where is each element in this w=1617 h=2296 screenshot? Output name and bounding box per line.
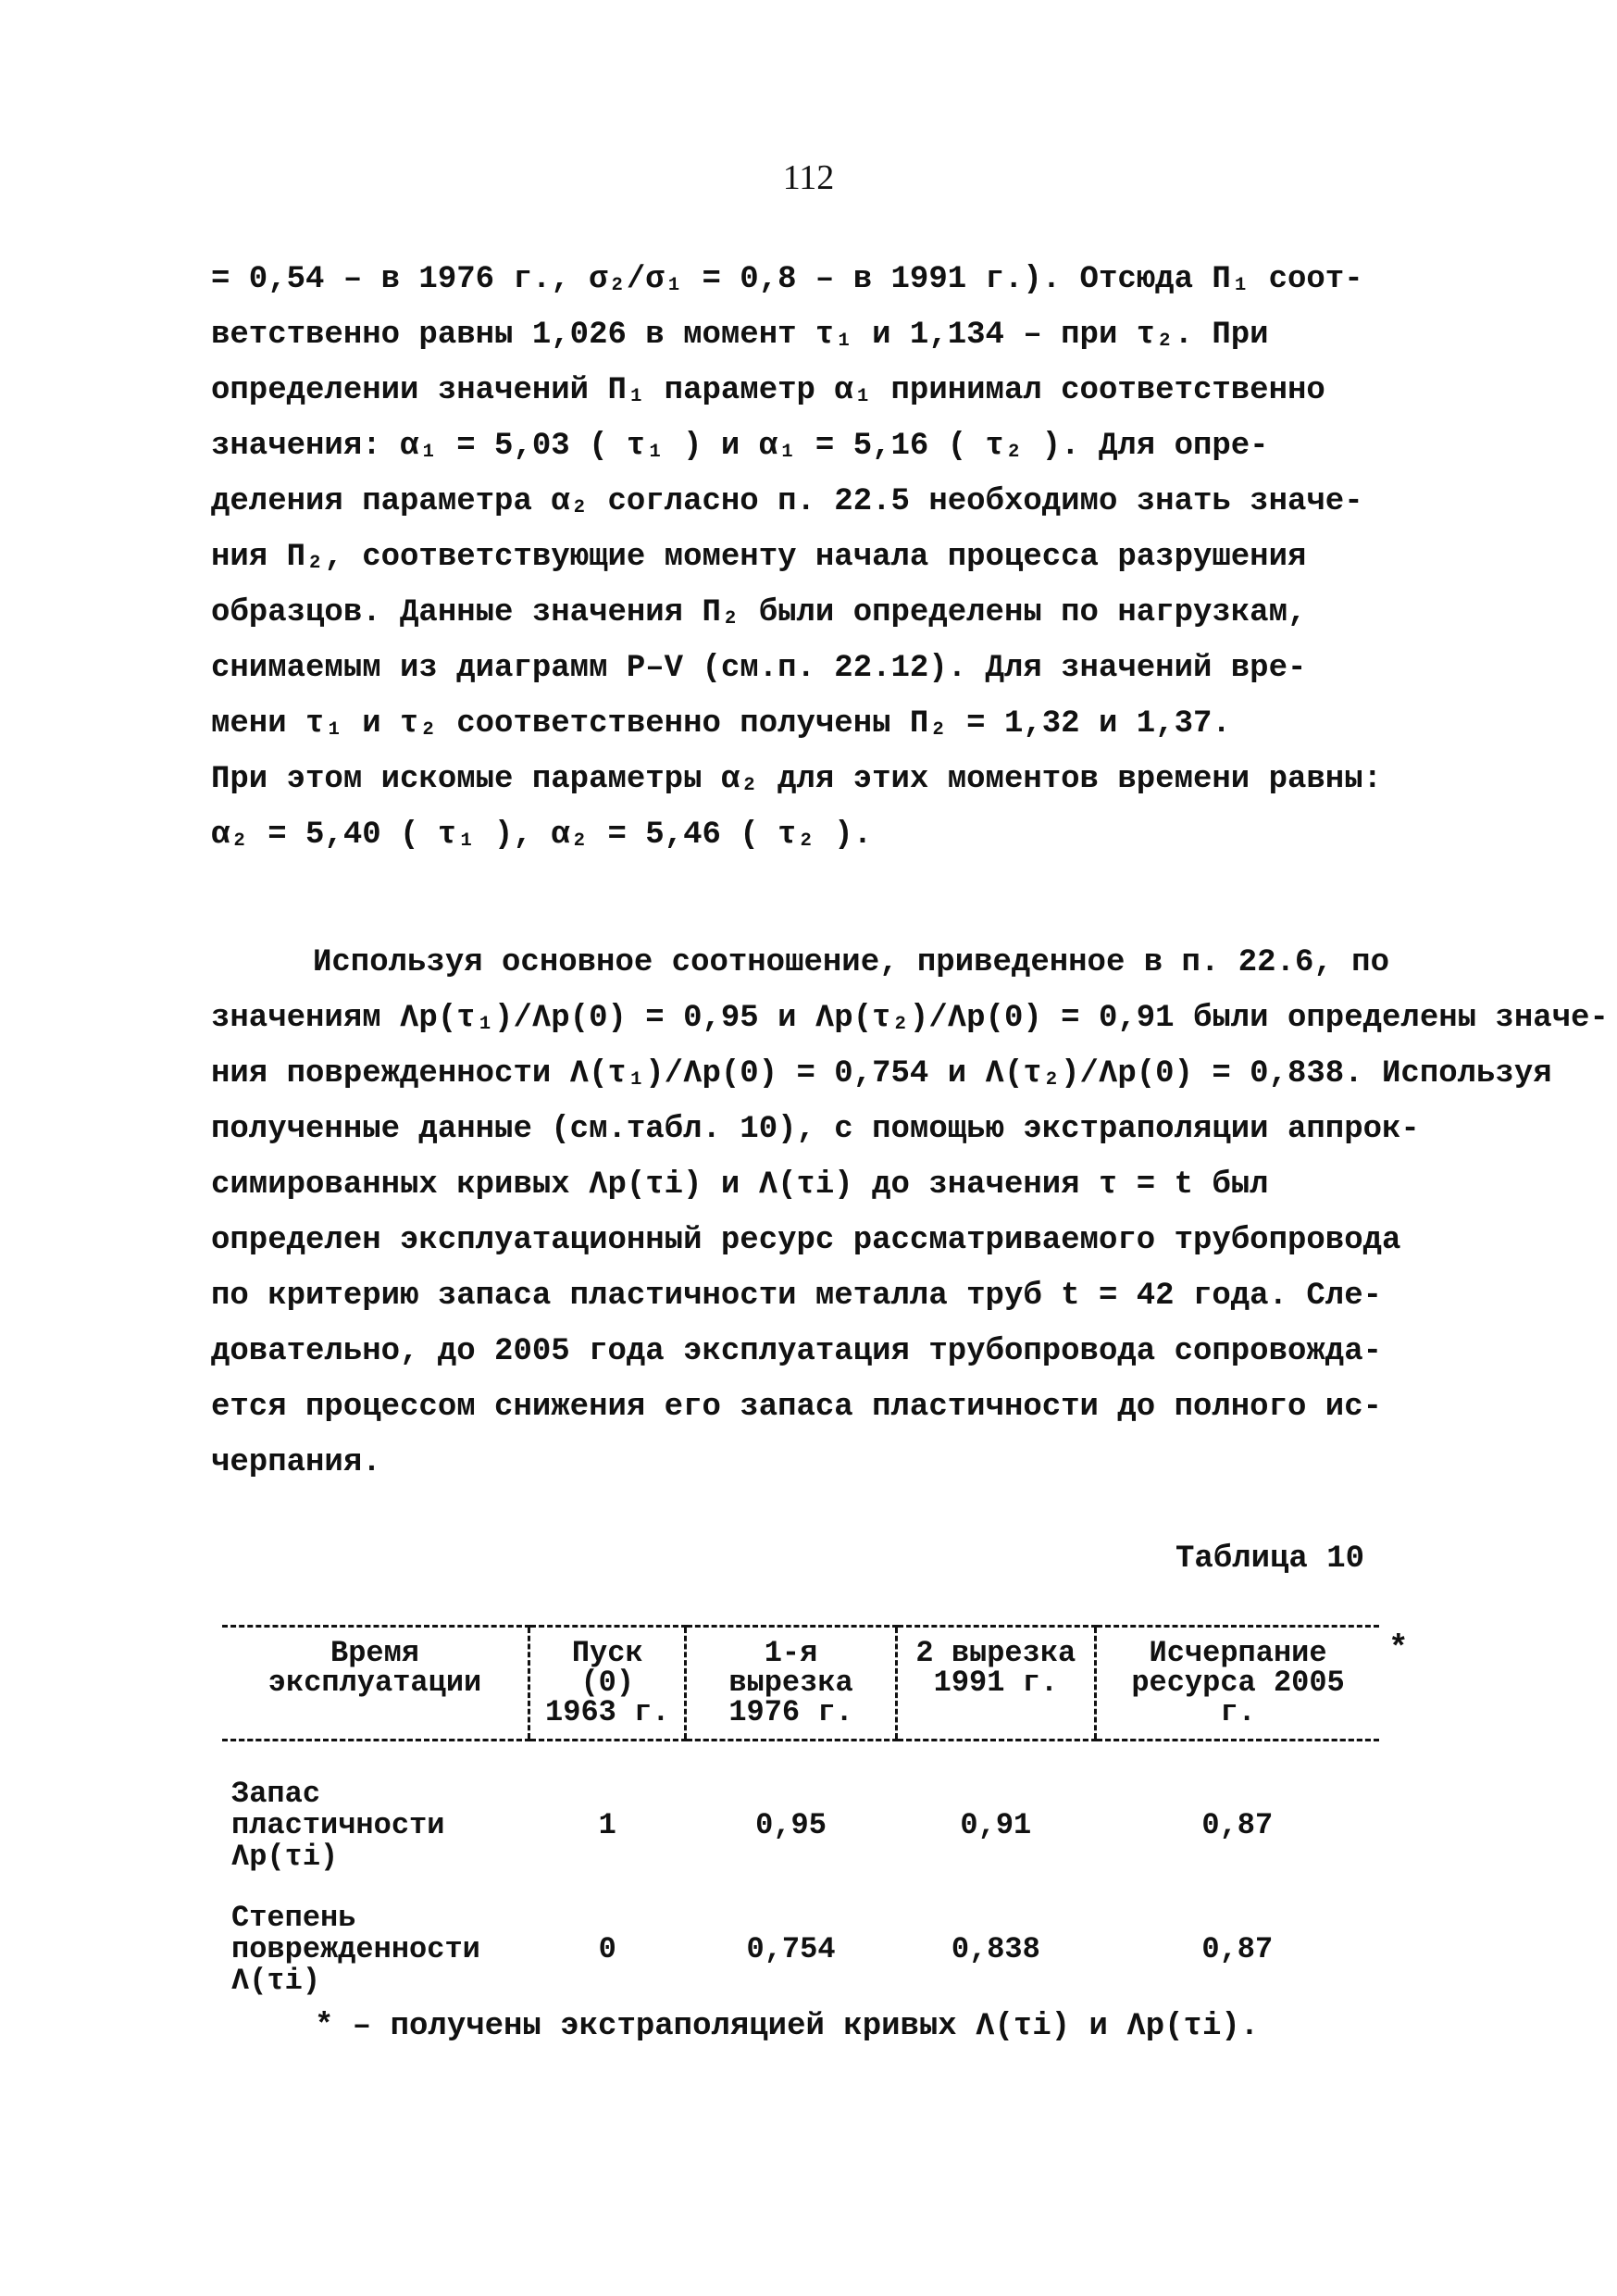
text-line: значениям Λp(τ₁)/Λp(0) = 0,95 и Λp(τ₂)/Λp(0) = 0,91 были определены значе- xyxy=(211,1001,1609,1036)
table-row xyxy=(222,1882,1379,2006)
text-line: определен эксплуатационный ресурс рассматриваемого трубопровода xyxy=(211,1223,1401,1258)
text-line: мени τ₁ и τ₂ соответственно получены П₂ = 1,32 и 1,37. xyxy=(211,706,1231,742)
text-line: полученные данные (см.табл. 10), с помощью экстраполяции аппрок- xyxy=(211,1112,1420,1147)
table-cell: 0,838 xyxy=(951,1932,1040,1966)
table-cell: 0,87 xyxy=(1201,1932,1274,1966)
text-line: ветственно равны 1,026 в момент τ₁ и 1,134 – при τ₂. При xyxy=(211,318,1269,353)
footnote: * – получены экстраполяцией кривых Λ(τi) и Λp(τi). xyxy=(315,2009,1260,2044)
table-header: 2 вырезка 1991 г. xyxy=(896,1627,1095,1741)
table-header: 1-я вырезка 1976 г. xyxy=(686,1627,896,1741)
page-number: 112 xyxy=(782,158,835,197)
text-line: по критерию запаса пластичности металла труб t = 42 года. Сле- xyxy=(211,1279,1383,1314)
table-header: Пуск (0) 1963 г. xyxy=(529,1627,686,1741)
table-cell: 0,754 xyxy=(746,1932,836,1966)
text-line: Используя основное соотношение, приведенное в п. 22.6, по xyxy=(313,945,1389,980)
body-text xyxy=(211,252,1414,863)
data-table xyxy=(222,1625,1379,2006)
table-cell: 0,95 xyxy=(755,1808,827,1842)
table-header: Время эксплуатации xyxy=(222,1627,529,1741)
text-line: При этом искомые параметры α₂ для этих моментов времени равны: xyxy=(211,762,1383,797)
text-line: симированных кривых Λp(τi) и Λ(τi) до значения τ = t был xyxy=(211,1167,1269,1203)
text-line: снимаемым из диаграмм P–V (см.п. 22.12). Для значений вре- xyxy=(211,651,1307,686)
table-header-row xyxy=(222,1627,1379,1741)
text-line: деления параметра α₂ согласно п. 22.5 необходимо знать значе- xyxy=(211,484,1363,519)
table-cell: 0,91 xyxy=(960,1808,1032,1842)
table-header-star: * xyxy=(1388,1629,1409,1667)
text-line: черпания. xyxy=(211,1445,381,1480)
table-row xyxy=(222,1741,1379,1883)
text-line: ния поврежденности Λ(τ₁)/Λp(0) = 0,754 и Λ(τ₂)/Λp(0) = 0,838. Используя xyxy=(211,1056,1552,1092)
table-cell: 0,87 xyxy=(1201,1808,1274,1842)
table-header: Исчерпание ресурса 2005 г. xyxy=(1096,1627,1379,1741)
table-cell: 0 xyxy=(598,1932,616,1966)
text-line: = 0,54 – в 1976 г., σ₂/σ₁ = 0,8 – в 1991 г.). Отсюда П₁ соот- xyxy=(211,262,1363,297)
text-line: довательно, до 2005 года эксплуатация трубопровода сопровожда- xyxy=(211,1334,1383,1369)
text-line: α₂ = 5,40 ( τ₁ ), α₂ = 5,46 ( τ₂ ). xyxy=(211,817,873,853)
table-cell: 1 xyxy=(598,1808,616,1842)
text-line: ния П₂, соответствующие моменту начала процесса разрушения xyxy=(211,540,1307,575)
text-line: значения: α₁ = 5,03 ( τ₁ ) и α₁ = 5,16 ( τ₂ ). Для опре- xyxy=(211,429,1269,464)
table-caption: Таблица 10 xyxy=(1175,1541,1365,1577)
text-line: образцов. Данные значения П₂ были определены по нагрузкам, xyxy=(211,595,1307,630)
row-label: Запас пластичности Λp(τi) xyxy=(231,1777,445,1874)
body-text-2 xyxy=(211,935,1609,1491)
text-line: ется процессом снижения его запаса пластичности до полного ис- xyxy=(211,1390,1383,1425)
row-label: Степень поврежденности Λ(τi) xyxy=(231,1901,480,1998)
text-line: определении значений П₁ параметр α₁ принимал соответственно xyxy=(211,373,1325,408)
